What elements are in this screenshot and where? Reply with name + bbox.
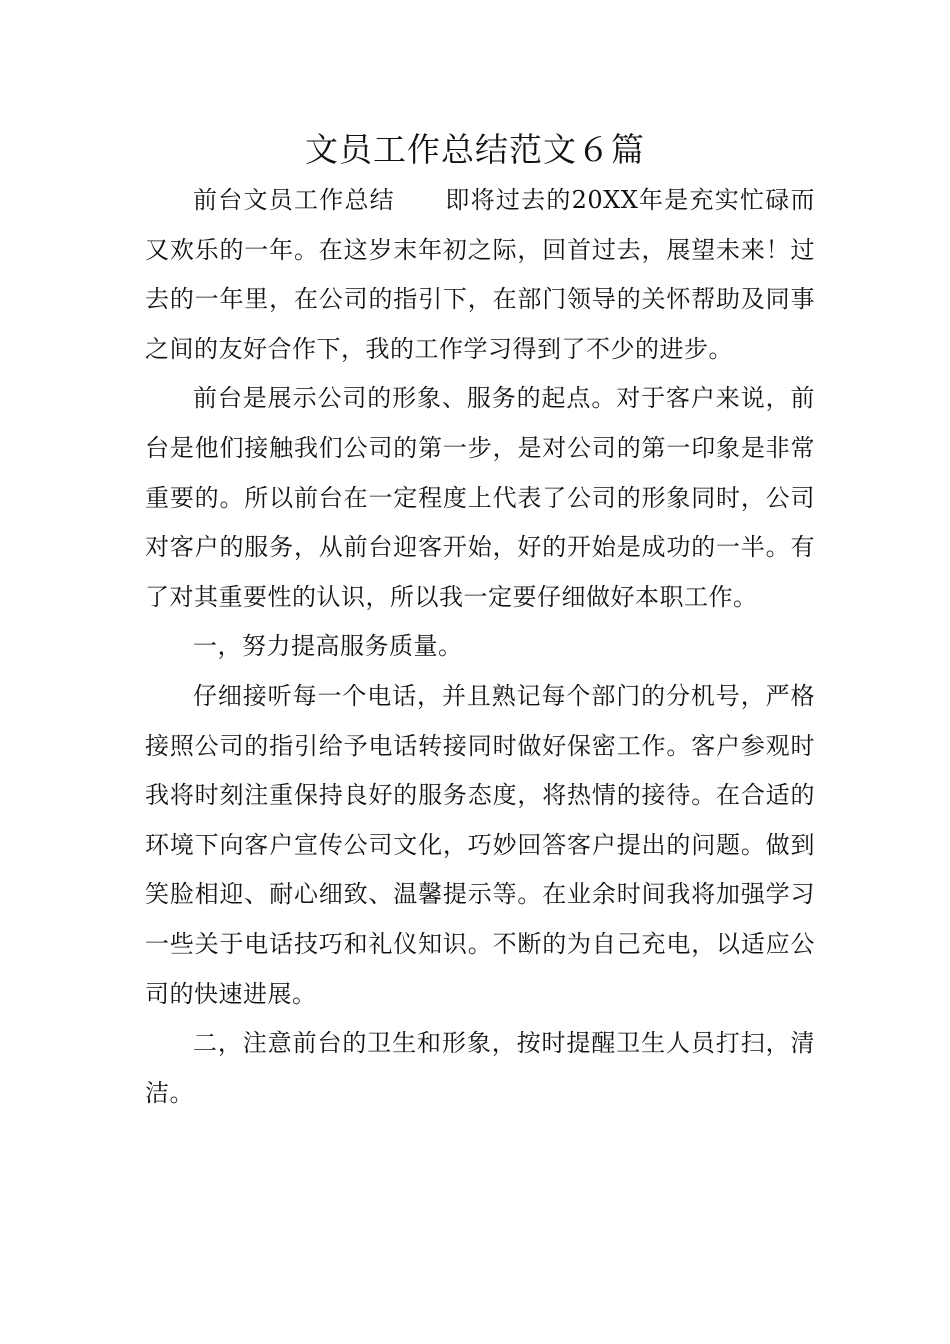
paragraph-heading-two: 二，注意前台的卫生和形象，按时提醒卫生人员打扫，清洁。 [145,1029,815,1107]
paragraph-front-desk-importance: 前台是展示公司的形象、服务的起点。对于客户来说，前台是他们接触我们公司的第一步，是对公司的第一印象是非常重要的。所以前台在一定程度上代表了公司的形象同时，公司对客户的服务，从前台迎客开始，好的开始是成功的一半。有了对其重要性的认识，所以我一定要仔细做好本职工作。 [145,384,815,611]
paragraph-service-quality: 仔细接听每一个电话，并且熟记每个部门的分机号，严格接照公司的指引给予电话转接同时做好保密工作。客户参观时我将时刻注重保持良好的服务态度，将热情的接待。在合适的环境下向客户宣传公司文化，巧妙回答客户提出的问题。做到笑脸相迎、耐心细致、温馨提示等。在业余时间我将加强学习一些关于电话技巧和礼仪知识。不断的为自己充电，以适应公司的快速进展。 [145,681,815,1008]
paragraph-heading-one: 一，努力提高服务质量。 [193,632,463,661]
document-body [145,176,815,1118]
document-title: 文员工作总结范文６篇 [305,130,645,169]
paragraph-intro: 前台文员工作总结 即将过去的20XX年是充实忙碌而又欢乐的一年。在这岁末年初之际，回首过去，展望未来！过去的一年里，在公司的指引下，在部门领导的关怀帮助及同事之间的友好合作下，我的工作学习得到了不少的进步。 [145,186,815,363]
